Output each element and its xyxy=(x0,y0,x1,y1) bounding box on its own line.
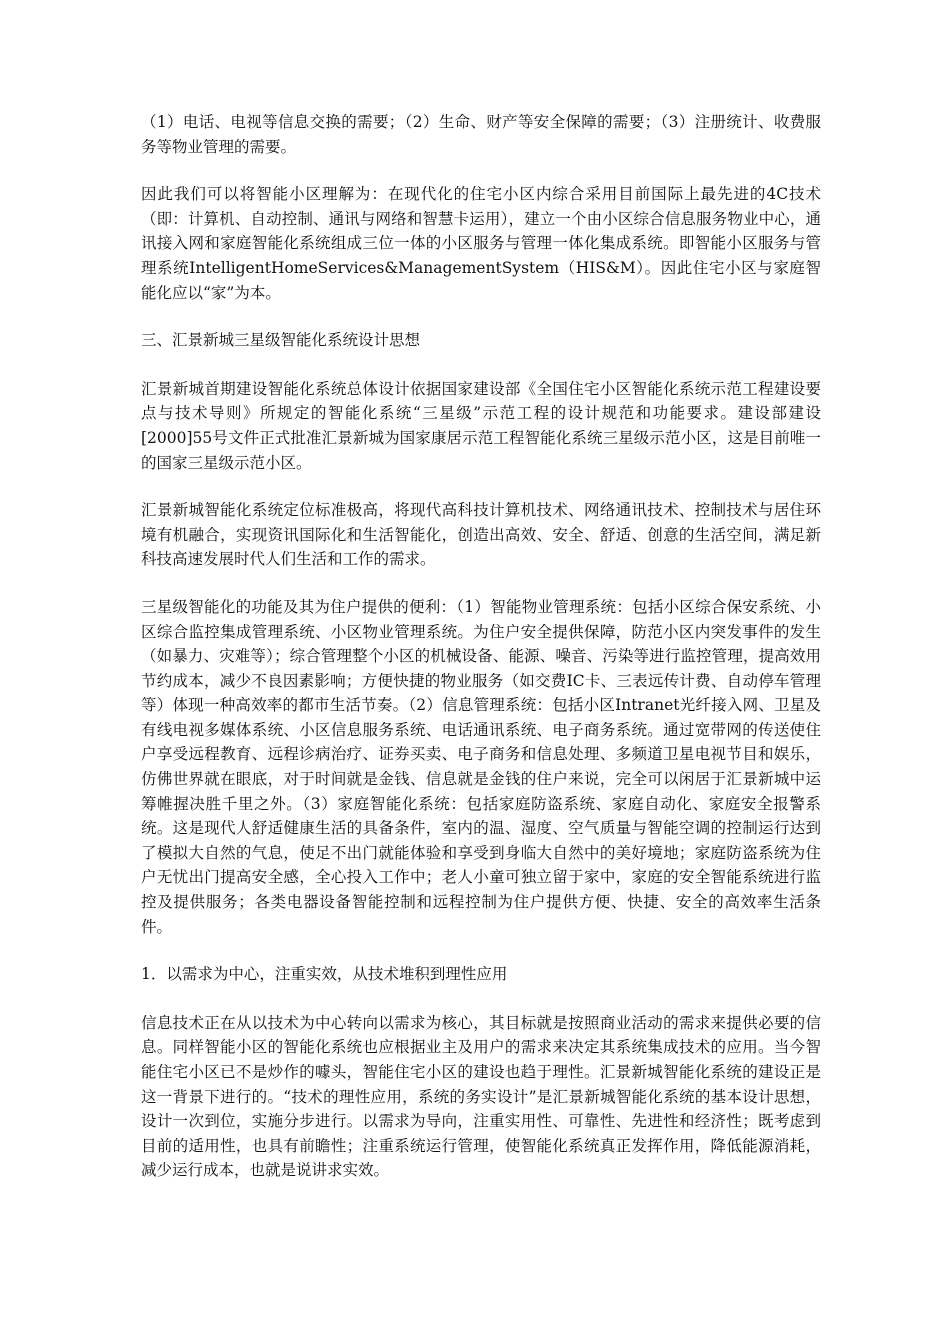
document-body xyxy=(141,110,821,1206)
paragraph-design-basis: 汇景新城首期建设智能化系统总体设计依据国家建设部《全国住宅小区智能化系统示范工程建设要点与技术导则》所规定的智能化系统“三星级”示范工程的设计规范和功能要求。建设部建设[2000]55号文件正式批准汇景新城为国家康居示范工程智能化系统三星级示范小区，这是目前唯一的国家三星级示范小区。 xyxy=(141,379,821,472)
paragraph-smart-community-definition: 因此我们可以将智能小区理解为：在现代化的住宅小区内综合采用目前国际上最先进的4C技术（即：计算机、自动控制、通讯与网络和智慧卡运用），建立一个由小区综合信息服务物业中心，通讯接入网和家庭智能化系统组成三位一体的小区服务与管理一体化集成系统。即智能小区服务与管理系统IntelligentHomeServices&ManagementSystem（HIS&M）。因此住宅小区与家庭智能化应以“家”为本。 xyxy=(141,185,821,302)
paragraph-needs-list: （1）电话、电视等信息交换的需要；（2）生命、财产等安全保障的需要；（3）注册统计、收费服务等物业管理的需要。 xyxy=(141,113,821,156)
paragraph-three-star-functions: 三星级智能化的功能及其为住户提供的便利：（1）智能物业管理系统：包括小区综合保安系统、小区综合监控集成管理系统、小区物业管理系统。为住户安全提供保障，防范小区内突发事件的发生（如暴力、灾难等）；综合管理整个小区的机械设备、能源、噪音、污染等进行监控管理，提高效用节约成本，减少不良因素影响；方便快捷的物业服务（如交费IC卡、三表远传计费、自动停车管理等）体现一种高效率的都市生活节奏。（2）信息管理系统：包括小区Intranet光纤接入网、卫星及有线电视多媒体系统、小区信息服务系统、电话通讯系统、电子商务系统。通过宽带网的传送使住户享受远程教育、远程诊病治疗、证券买卖、电子商务和信息处理、多频道卫星电视节目和娱乐，仿佛世界就在眼底，对于时间就是金钱、信息就是金钱的住户来说，完全可以闲居于汇景新城中运筹帷握决胜千里之外。（3）家庭智能化系统：包括家庭防盗系统、家庭自动化、家庭安全报警系统。这是现代人舒适健康生活的具备条件，室内的温、湿度、空气质量与智能空调的控制运行达到了模拟大自然的气息，使足不出门就能体验和享受到身临大自然中的美好境地；家庭防盗系统为住户无忧出门提高安全感，全心投入工作中；老人小童可独立留于家中，家庭的安全智能系统进行监控及提供服务；各类电器设备智能控制和远程控制为住户提供方便、快捷、安全的高效率生活条件。 xyxy=(141,597,821,936)
section-heading-design-concept: 三、汇景新城三星级智能化系统设计思想 xyxy=(141,331,421,350)
paragraph-rational-application: 信息技术正在从以技术为中心转向以需求为核心，其目标就是按照商业活动的需求来提供必要的信息。同样智能小区的智能化系统也应根据业主及用户的需求来决定其系统集成技术的应用。当今智能住宅小区已不是炒作的噱头，智能住宅小区的建设也趋于理性。汇景新城智能化系统的建设正是这一背景下进行的。“技术的理性应用，系统的务实设计”是汇景新城智能化系统的基本设计思想，设计一次到位，实施分步进行。以需求为导向，注重实用性、可靠性、先进性和经济性；既考虑到目前的适用性，也具有前瞻性；注重系统运行管理，使智能化系统真正发挥作用，降低能源消耗，减少运行成本，也就是说讲求实效。 xyxy=(141,1013,821,1180)
paragraph-positioning: 汇景新城智能化系统定位标准极高，将现代高科技计算机技术、网络通讯技术、控制技术与居住环境有机融合，实现资讯国际化和生活智能化，创造出高效、安全、舒适、创意的生活空间，满足新科技高速发展时代人们生活和工作的需求。 xyxy=(141,501,821,569)
subheading-demand-centered: 1．以需求为中心，注重实效，从技术堆积到理性应用 xyxy=(141,965,508,984)
